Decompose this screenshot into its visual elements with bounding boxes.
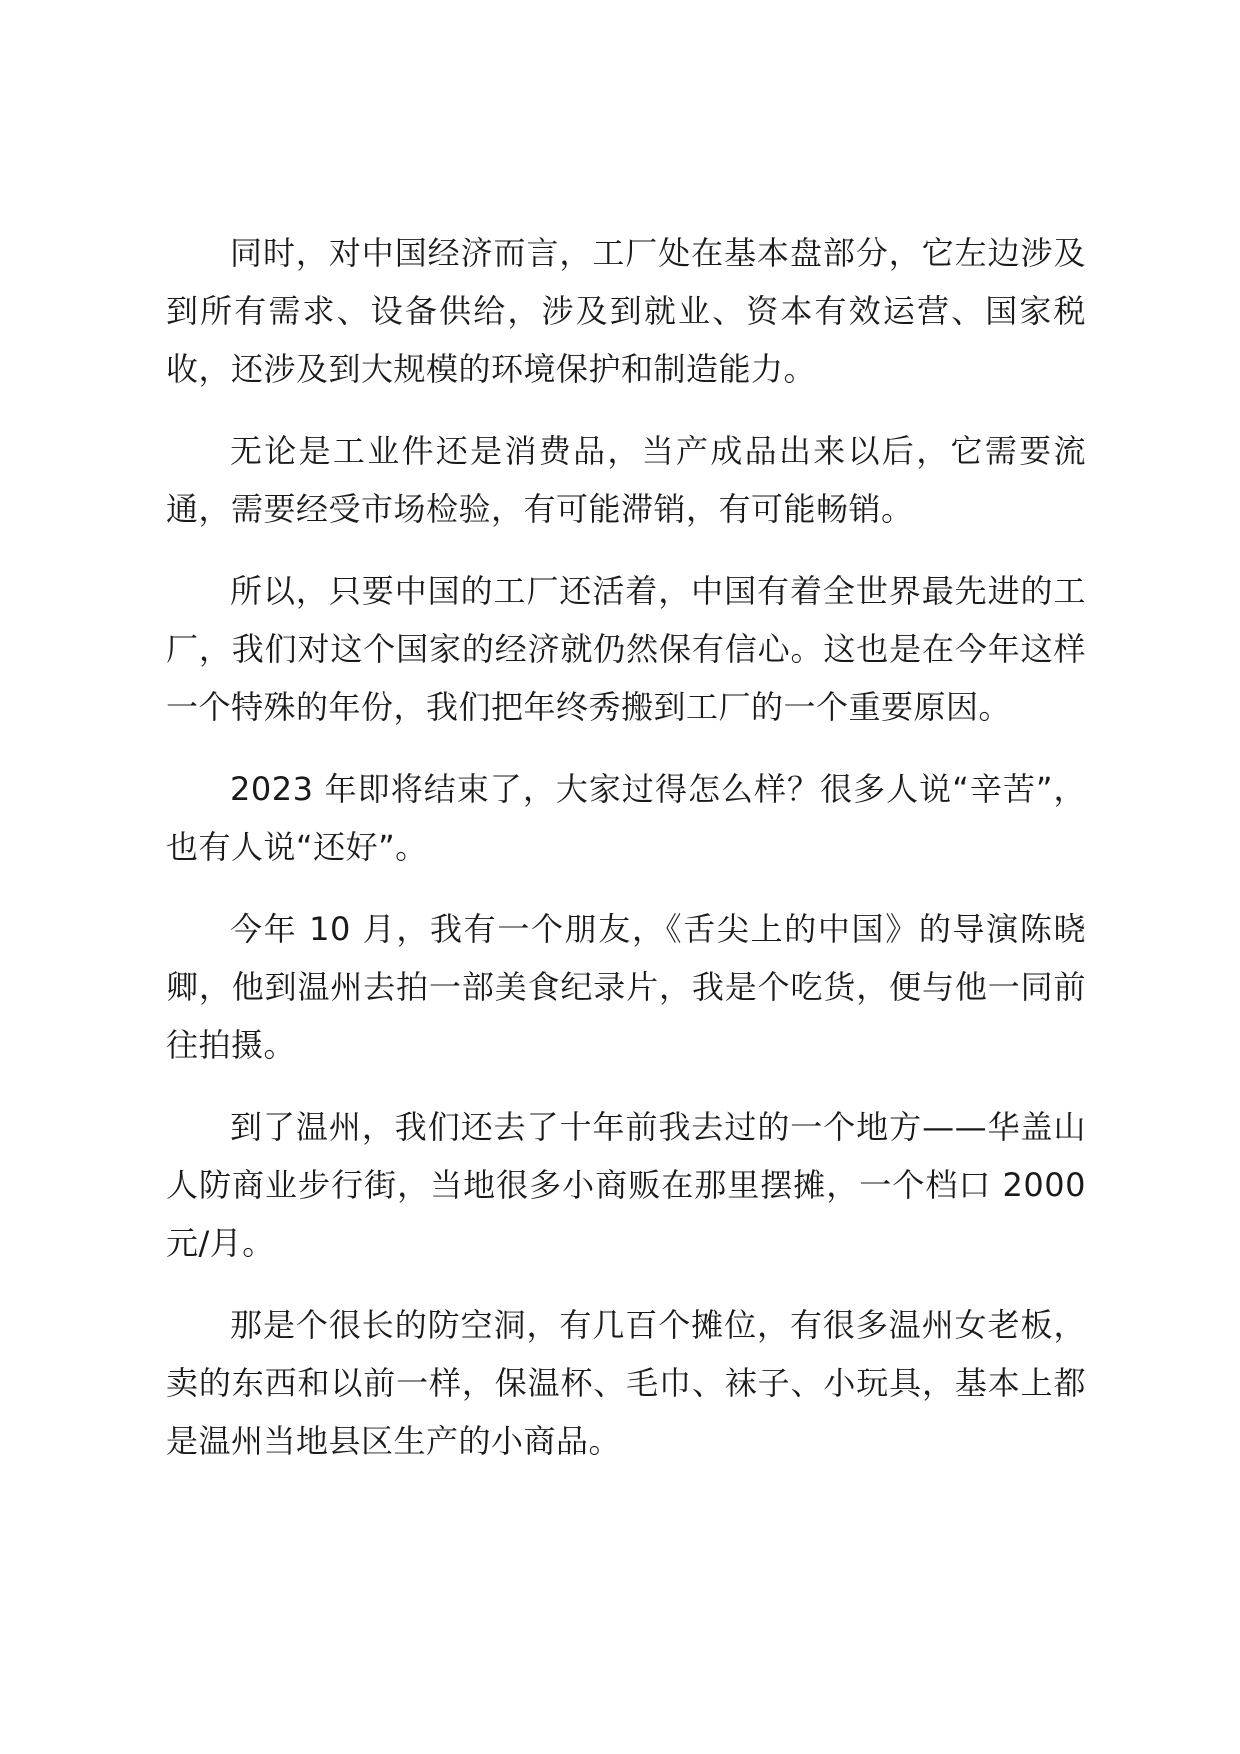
document-body (166, 224, 1086, 1470)
paragraph-7: 那是个很长的防空洞，有几百个摊位，有很多温州女老板，卖的东西和以前一样，保温杯、毛巾、袜子、小玩具，基本上都是温州当地县区生产的小商品。 (166, 1306, 1086, 1460)
paragraph-5: 今年 10 月，我有一个朋友，《舌尖上的中国》的导演陈晓卿，他到温州去拍一部美食纪录片，我是个吃货，便与他一同前往拍摄。 (166, 910, 1086, 1064)
paragraph-1: 同时，对中国经济而言，工厂处在基本盘部分，它左边涉及到所有需求、设备供给，涉及到就业、资本有效运营、国家税收，还涉及到大规模的环境保护和制造能力。 (166, 234, 1086, 388)
paragraph-6: 到了温州，我们还去了十年前我去过的一个地方——华盖山人防商业步行街，当地很多小商贩在那里摆摊，一个档口 2000 元/月。 (166, 1108, 1086, 1262)
paragraph-2: 无论是工业件还是消费品，当产成品出来以后，它需要流通，需要经受市场检验，有可能滞销，有可能畅销。 (166, 432, 1086, 528)
paragraph-4: 2023 年即将结束了，大家过得怎么样？很多人说“辛苦”，也有人说“还好”。 (166, 770, 1086, 866)
paragraph-3: 所以，只要中国的工厂还活着，中国有着全世界最先进的工厂，我们对这个国家的经济就仍然保有信心。这也是在今年这样一个特殊的年份，我们把年终秀搬到工厂的一个重要原因。 (166, 572, 1086, 726)
